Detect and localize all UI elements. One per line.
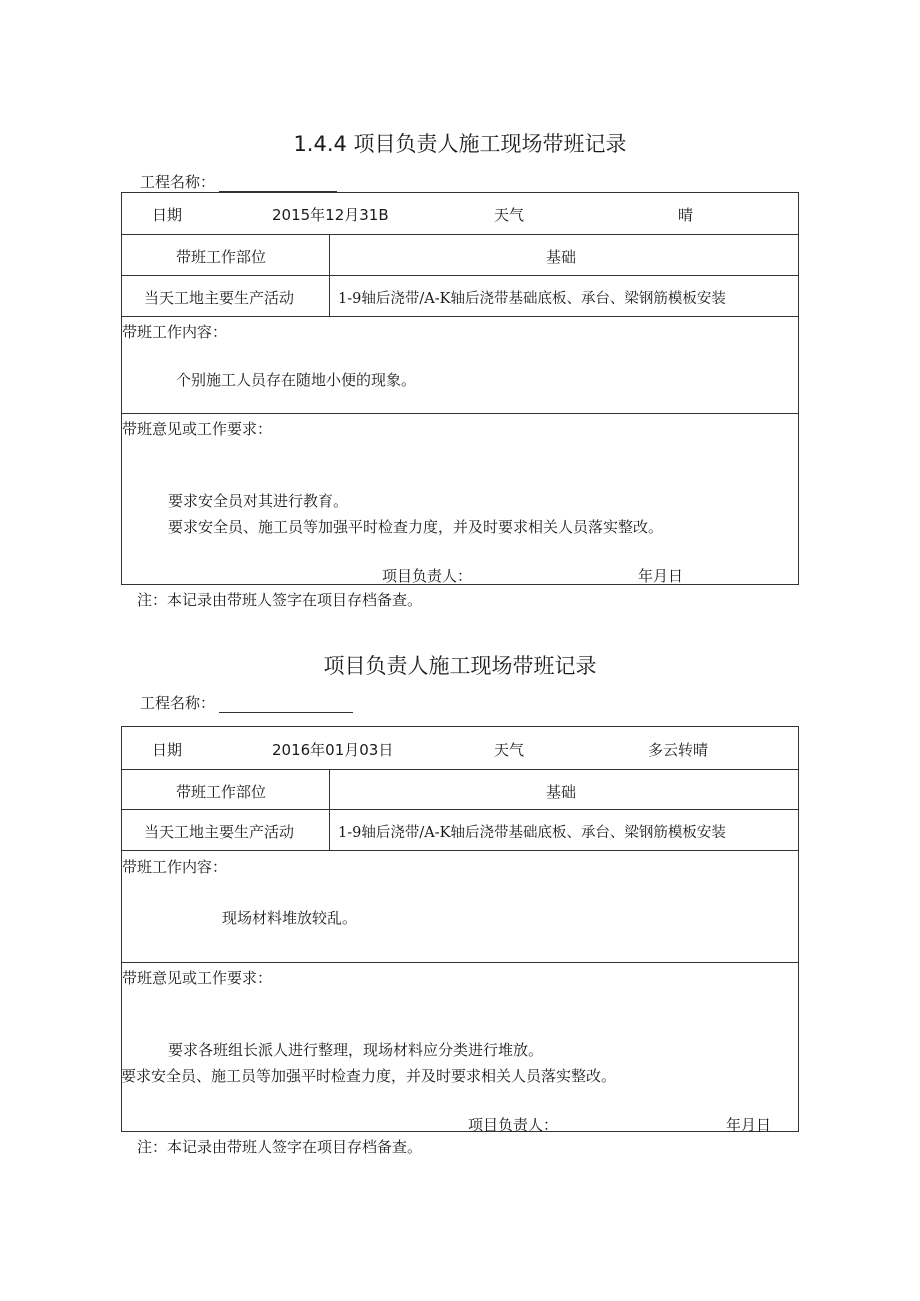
dept-row — [122, 770, 798, 810]
record-2-project-name — [140, 692, 353, 713]
opinion-line-1: 要求各班组长派人进行整理，现场材料应分类进行堆放。 — [168, 1041, 544, 1059]
activity-value: 1-9轴后浇带/A-K轴后浇带基础底板、承台、梁钢筋模板安装 — [338, 291, 726, 307]
content-row — [122, 317, 798, 414]
dept-label: 带班工作部位 — [176, 248, 267, 266]
column-divider — [329, 810, 330, 850]
date-label: 日期 — [152, 741, 183, 759]
activity-row — [122, 810, 798, 851]
column-divider — [329, 770, 330, 809]
opinion-row — [122, 414, 798, 584]
record-1-project-name — [140, 171, 337, 192]
date-label: 日期 — [152, 206, 183, 224]
dept-label: 带班工作部位 — [176, 783, 267, 801]
weather-value: 晴 — [678, 206, 694, 224]
project-name-label: 工程名称： — [140, 694, 216, 712]
column-divider — [329, 276, 330, 316]
opinion-line-2: 要求安全员、施工员等加强平时检查力度，并及时要求相关人员落实整改。 — [121, 1067, 617, 1085]
weather-label: 天气 — [494, 206, 525, 224]
activity-label: 当天工地主要生产活动 — [144, 289, 295, 307]
column-divider — [329, 235, 330, 275]
date-weather-row — [122, 193, 798, 235]
signer-label: 项目负责人： — [468, 1116, 559, 1134]
weather-value: 多云转晴 — [648, 741, 709, 759]
content-label: 带班工作内容： — [122, 323, 228, 341]
sign-date: 年月日 — [638, 567, 684, 585]
record-1-title: 1.4.4 项目负责人施工现场带班记录 — [293, 132, 627, 156]
date-value: 2015年12月31B — [272, 206, 389, 224]
record-2-title: 项目负责人施工现场带班记录 — [323, 654, 597, 678]
signer-label: 项目负责人： — [382, 567, 473, 585]
opinion-line-1: 要求安全员对其进行教育。 — [168, 492, 349, 510]
project-name-field[interactable] — [219, 177, 337, 192]
content-text: 现场材料堆放较乱。 — [222, 909, 358, 927]
activity-label: 当天工地主要生产活动 — [144, 823, 295, 841]
project-name-field[interactable] — [219, 698, 353, 713]
date-weather-row — [122, 727, 798, 770]
opinion-label: 带班意见或工作要求： — [122, 420, 273, 438]
opinion-row — [122, 963, 798, 1133]
record-2-note: 注：本记录由带班人签字在项目存档备查。 — [137, 1138, 423, 1156]
record-1-note: 注：本记录由带班人签字在项目存档备查。 — [137, 591, 423, 609]
project-name-label: 工程名称： — [140, 173, 216, 191]
content-row — [122, 851, 798, 963]
sign-date: 年月日 — [726, 1116, 772, 1134]
content-text: 个别施工人员存在随地小便的现象。 — [176, 371, 417, 389]
content-label: 带班工作内容： — [122, 858, 228, 876]
dept-value: 基础 — [546, 783, 577, 801]
dept-row — [122, 235, 798, 276]
activity-row — [122, 276, 798, 317]
dept-value: 基础 — [546, 248, 577, 266]
record-1-form — [121, 192, 799, 585]
activity-value: 1-9轴后浇带/A-K轴后浇带基础底板、承台、梁钢筋模板安装 — [338, 825, 726, 841]
weather-label: 天气 — [494, 741, 525, 759]
date-value: 2016年01月03日 — [272, 741, 394, 759]
record-2-form — [121, 726, 799, 1132]
opinion-label: 带班意见或工作要求： — [122, 969, 273, 987]
opinion-line-2: 要求安全员、施工员等加强平时检查力度，并及时要求相关人员落实整改。 — [168, 518, 664, 536]
